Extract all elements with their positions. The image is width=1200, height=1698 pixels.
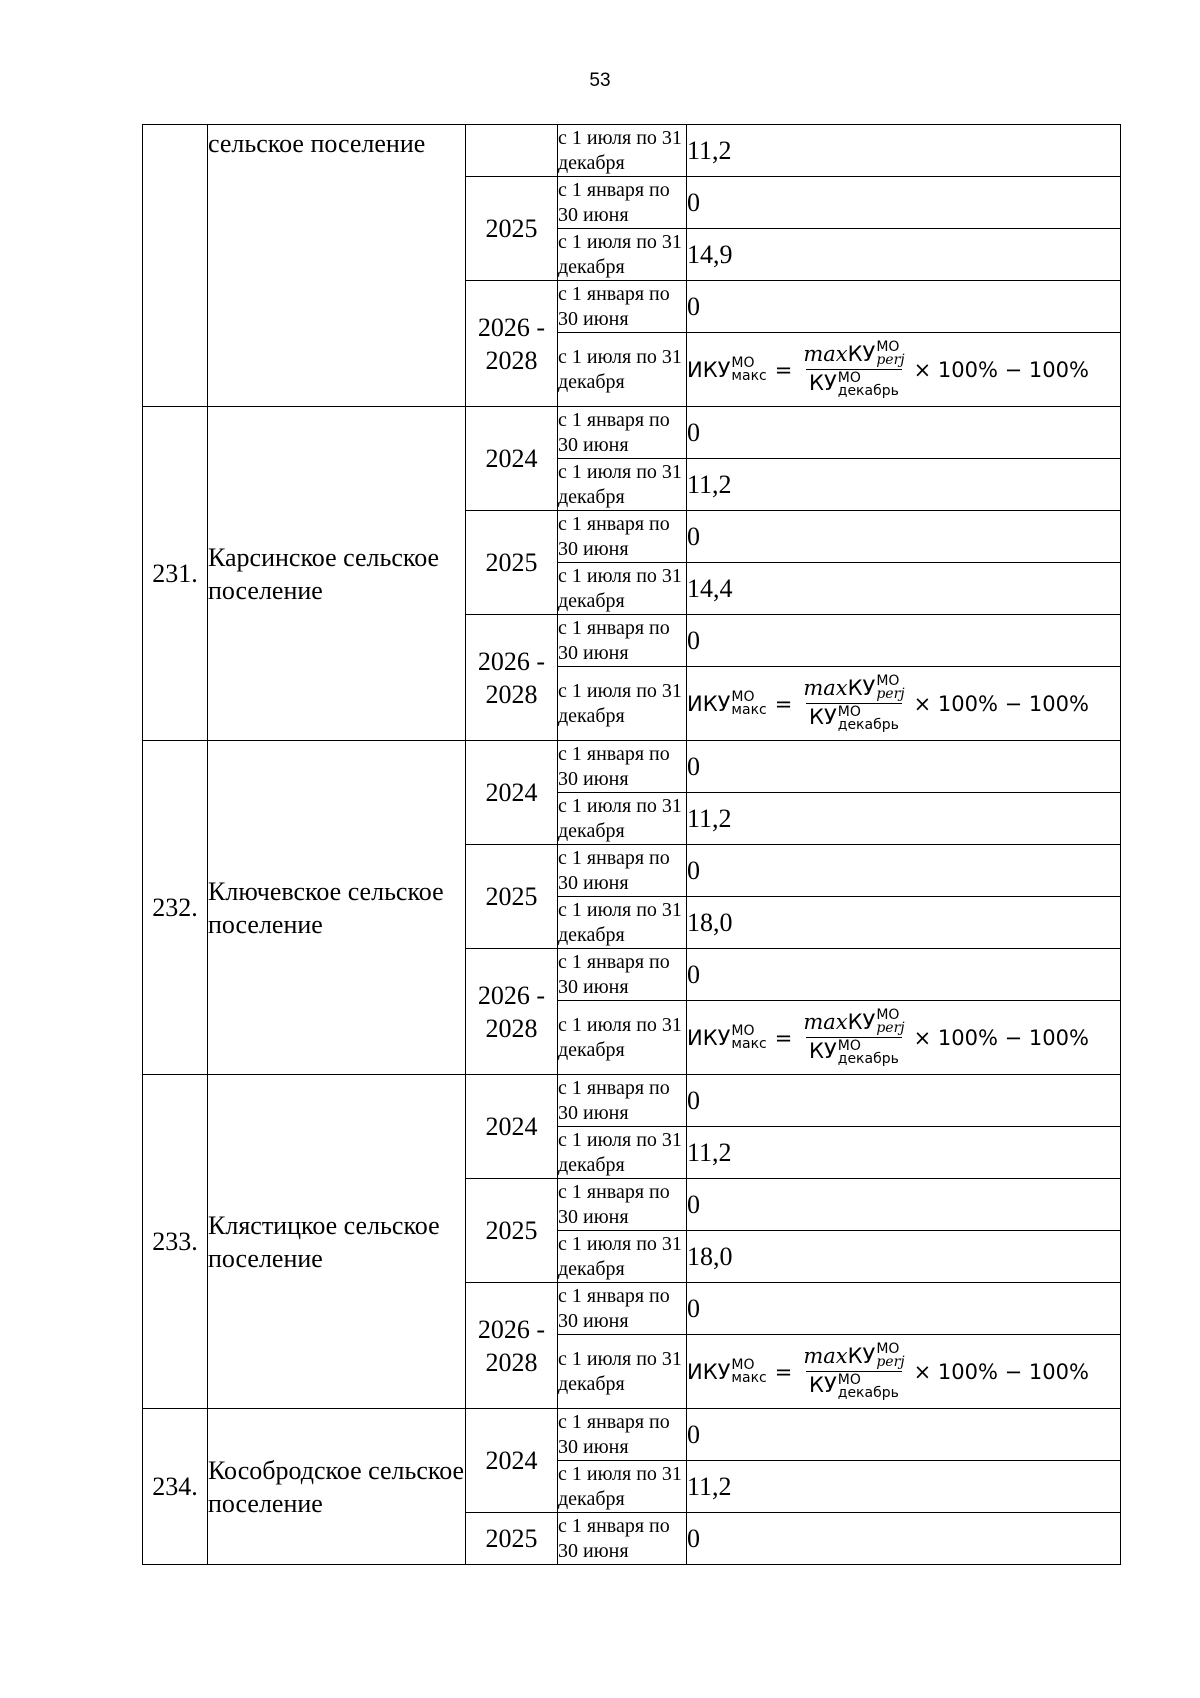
period-cell: с 1 января по 30 июня <box>558 177 687 229</box>
formula-superscript: МО <box>837 370 861 386</box>
value-cell: 14,4 <box>687 563 1121 615</box>
year-cell: 2026 - 2028 <box>466 615 558 741</box>
formula-cell <box>687 1335 1121 1409</box>
tariff-formula <box>687 675 1089 732</box>
table-row <box>143 1409 1121 1461</box>
formula-subscript: perj <box>876 1020 905 1036</box>
settlement-name: сельское поселение <box>208 125 466 407</box>
period-cell: с 1 января по 30 июня <box>558 281 687 333</box>
value-cell: 11,2 <box>687 1127 1121 1179</box>
period-cell: с 1 января по 30 июня <box>558 845 687 897</box>
formula-den-symbol: КУ <box>809 705 837 729</box>
formula-tail: × 100% − 100% <box>913 357 1089 382</box>
year-cell: 2026 - 2028 <box>466 949 558 1075</box>
period-cell: с 1 января по 30 июня <box>558 1513 687 1565</box>
formula-denominator <box>806 1037 902 1066</box>
formula-lhs <box>687 688 767 718</box>
value-cell: 0 <box>687 741 1121 793</box>
period-cell: с 1 января по 30 июня <box>558 949 687 1001</box>
period-cell: с 1 июля по 31 декабря <box>558 563 687 615</box>
formula-denominator <box>806 369 902 398</box>
formula-superscript: МО <box>876 1341 900 1357</box>
formula-max: max <box>803 1344 848 1368</box>
formula-subscript: макс <box>731 701 767 718</box>
formula-superscript: МО <box>837 704 861 720</box>
formula-fraction <box>800 341 907 398</box>
period-cell: с 1 января по 30 июня <box>558 615 687 667</box>
formula-superscript: МО <box>731 1356 755 1373</box>
year-cell: 2025 <box>466 1513 558 1565</box>
row-number <box>143 125 208 407</box>
formula-numerator <box>800 341 907 369</box>
formula-lhs-symbol: ИКУ <box>687 691 731 716</box>
value-cell: 11,2 <box>687 459 1121 511</box>
formula-lhs-symbol: ИКУ <box>687 357 731 382</box>
formula-superscript: МО <box>837 1372 861 1388</box>
period-cell: с 1 января по 30 июня <box>558 1075 687 1127</box>
formula-superscript: МО <box>731 354 755 371</box>
formula-lhs-indices <box>731 688 767 718</box>
formula-max: max <box>803 1010 848 1034</box>
period-cell: с 1 июля по 31 декабря <box>558 1127 687 1179</box>
settlement-name: Карсинское сельское поселение <box>208 407 466 741</box>
formula-subscript: perj <box>876 686 905 702</box>
period-cell: с 1 января по 30 июня <box>558 741 687 793</box>
formula-lhs <box>687 1356 767 1386</box>
table-row <box>143 741 1121 793</box>
formula-tail: × 100% − 100% <box>913 1359 1089 1384</box>
formula-lhs-indices <box>731 1022 767 1052</box>
value-cell: 14,9 <box>687 229 1121 281</box>
tariff-formula <box>687 1009 1089 1066</box>
row-number: 234. <box>143 1409 208 1565</box>
period-cell: с 1 июля по 31 декабря <box>558 1335 687 1409</box>
year-cell: 2026 - 2028 <box>466 1283 558 1409</box>
year-cell: 2025 <box>466 177 558 281</box>
value-cell: 11,2 <box>687 1461 1121 1513</box>
formula-lhs-indices <box>731 1356 767 1386</box>
year-cell: 2024 <box>466 1409 558 1513</box>
formula-subscript: макс <box>731 1035 767 1052</box>
formula-num-symbol: КУ <box>847 1344 876 1368</box>
formula-subscript: декабрь <box>837 1385 899 1401</box>
formula-den-symbol: КУ <box>809 1039 837 1063</box>
settlement-name: Кособродское сельское поселение <box>208 1409 466 1565</box>
formula-cell <box>687 1001 1121 1075</box>
value-cell: 11,2 <box>687 125 1121 177</box>
formula-subscript: декабрь <box>837 1051 899 1067</box>
row-number: 232. <box>143 741 208 1075</box>
value-cell: 0 <box>687 949 1121 1001</box>
formula-subscript: perj <box>876 1354 905 1370</box>
formula-den-indices <box>838 706 899 732</box>
formula-denominator <box>806 1371 902 1400</box>
formula-superscript: МО <box>876 673 900 689</box>
value-cell: 0 <box>687 281 1121 333</box>
value-cell: 11,2 <box>687 793 1121 845</box>
formula-superscript: МО <box>876 1007 900 1023</box>
formula-denominator <box>806 703 902 732</box>
table-row <box>143 125 1121 177</box>
period-cell: с 1 июля по 31 декабря <box>558 459 687 511</box>
formula-num-symbol: КУ <box>847 1010 876 1034</box>
period-cell: с 1 июля по 31 декабря <box>558 1461 687 1513</box>
value-cell: 0 <box>687 1283 1121 1335</box>
year-cell: 2025 <box>466 511 558 615</box>
formula-equals: = <box>774 357 793 382</box>
value-cell: 0 <box>687 1513 1121 1565</box>
formula-subscript: perj <box>876 352 905 368</box>
formula-fraction <box>800 675 907 732</box>
formula-lhs <box>687 1022 767 1052</box>
period-cell: с 1 июля по 31 декабря <box>558 1001 687 1075</box>
value-cell: 0 <box>687 1075 1121 1127</box>
page-number: 53 <box>589 70 611 91</box>
row-number: 233. <box>143 1075 208 1409</box>
value-cell: 0 <box>687 615 1121 667</box>
formula-equals: = <box>774 1025 793 1050</box>
formula-numerator <box>800 1343 907 1371</box>
year-cell: 2025 <box>466 845 558 949</box>
value-cell: 0 <box>687 1179 1121 1231</box>
period-cell: с 1 июля по 31 декабря <box>558 667 687 741</box>
settlement-name: Клястицкое сельское поселение <box>208 1075 466 1409</box>
formula-subscript: декабрь <box>837 383 899 399</box>
formula-lhs-symbol: ИКУ <box>687 1025 731 1050</box>
year-cell: 2025 <box>466 1179 558 1283</box>
tariff-table <box>142 124 1121 1565</box>
period-cell: с 1 января по 30 июня <box>558 407 687 459</box>
formula-den-indices <box>838 1040 899 1066</box>
formula-lhs-indices <box>731 354 767 384</box>
year-cell: 2024 <box>466 1075 558 1179</box>
year-cell: 2026 - 2028 <box>466 281 558 407</box>
formula-den-indices <box>838 1374 899 1400</box>
period-cell: с 1 января по 30 июня <box>558 1283 687 1335</box>
tariff-formula <box>687 341 1089 398</box>
tariff-formula <box>687 1343 1089 1400</box>
formula-equals: = <box>774 1359 793 1384</box>
value-cell: 0 <box>687 511 1121 563</box>
value-cell: 0 <box>687 177 1121 229</box>
formula-num-indices <box>876 341 904 367</box>
year-cell <box>466 125 558 177</box>
formula-tail: × 100% − 100% <box>913 691 1089 716</box>
formula-den-indices <box>838 372 899 398</box>
period-cell: с 1 июля по 31 декабря <box>558 1231 687 1283</box>
value-cell: 0 <box>687 1409 1121 1461</box>
formula-superscript: МО <box>731 688 755 705</box>
period-cell: с 1 января по 30 июня <box>558 1409 687 1461</box>
formula-lhs <box>687 354 767 384</box>
formula-fraction <box>800 1009 907 1066</box>
year-cell: 2024 <box>466 741 558 845</box>
formula-num-symbol: КУ <box>847 676 876 700</box>
period-cell: с 1 января по 30 июня <box>558 1179 687 1231</box>
formula-superscript: МО <box>876 339 900 355</box>
formula-superscript: МО <box>731 1022 755 1039</box>
value-cell: 0 <box>687 845 1121 897</box>
year-cell: 2024 <box>466 407 558 511</box>
formula-max: max <box>803 676 848 700</box>
formula-subscript: декабрь <box>837 717 899 733</box>
period-cell: с 1 июля по 31 декабря <box>558 897 687 949</box>
period-cell: с 1 июля по 31 декабря <box>558 793 687 845</box>
period-cell: с 1 июля по 31 декабря <box>558 333 687 407</box>
period-cell: с 1 июля по 31 декабря <box>558 125 687 177</box>
formula-equals: = <box>774 691 793 716</box>
formula-cell <box>687 333 1121 407</box>
formula-superscript: МО <box>837 1038 861 1054</box>
formula-tail: × 100% − 100% <box>913 1025 1089 1050</box>
table-row <box>143 407 1121 459</box>
formula-den-symbol: КУ <box>809 371 837 395</box>
period-cell: с 1 января по 30 июня <box>558 511 687 563</box>
row-number: 231. <box>143 407 208 741</box>
formula-fraction <box>800 1343 907 1400</box>
value-cell: 18,0 <box>687 1231 1121 1283</box>
formula-max: max <box>803 342 848 366</box>
formula-num-symbol: КУ <box>847 342 876 366</box>
table-row <box>143 1075 1121 1127</box>
formula-lhs-symbol: ИКУ <box>687 1359 731 1384</box>
formula-den-symbol: КУ <box>809 1373 837 1397</box>
formula-num-indices <box>876 675 904 701</box>
settlement-name: Ключевское сельское поселение <box>208 741 466 1075</box>
formula-numerator <box>800 675 907 703</box>
value-cell: 18,0 <box>687 897 1121 949</box>
period-cell: с 1 июля по 31 декабря <box>558 229 687 281</box>
formula-subscript: макс <box>731 367 767 384</box>
value-cell: 0 <box>687 407 1121 459</box>
formula-cell <box>687 667 1121 741</box>
formula-num-indices <box>876 1343 904 1369</box>
formula-subscript: макс <box>731 1369 767 1386</box>
formula-numerator <box>800 1009 907 1037</box>
formula-num-indices <box>876 1009 904 1035</box>
